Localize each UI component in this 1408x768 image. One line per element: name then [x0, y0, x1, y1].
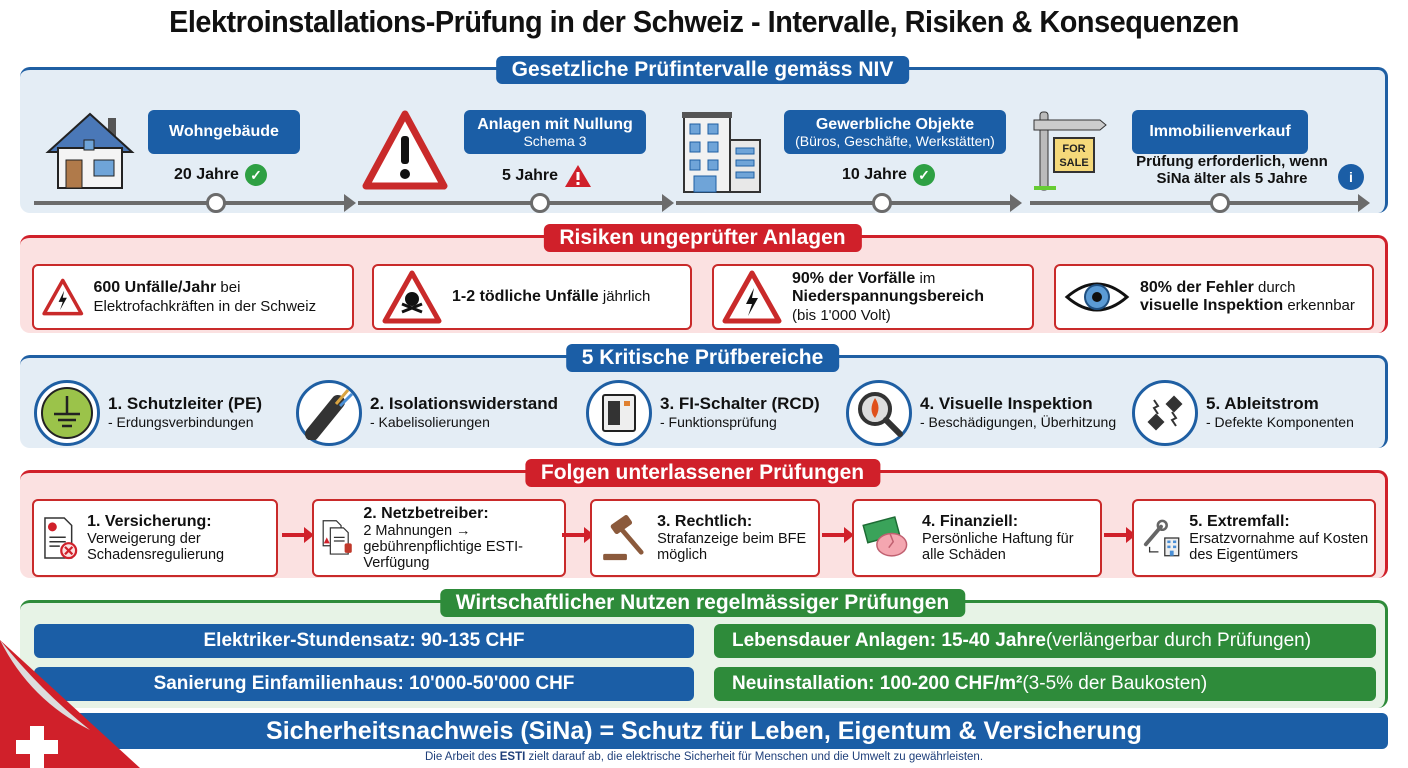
magnifier-fire-icon — [846, 380, 912, 446]
risk-card: 1-2 tödliche Unfälle jährlich — [372, 264, 692, 330]
interval-label: Gewerbliche Objekte (Büros, Geschäfte, Werkstätten) — [784, 110, 1006, 154]
gavel-icon — [600, 508, 649, 568]
consequences-title: Folgen unterlassener Prüfungen — [525, 459, 880, 487]
consequence-card: 1. Versicherung: Verweigerung der Schadensregulierung — [32, 499, 278, 577]
risks-title: Risiken ungeprüfter Anlagen — [543, 224, 861, 252]
check-icon: ✓ — [913, 164, 935, 186]
risk-card: 600 Unfälle/Jahr bei Elektrofachkräften in der Schweiz — [32, 264, 354, 330]
intervals-title: Gesetzliche Prüfintervalle gemäss NIV — [496, 56, 910, 84]
risks-panel — [20, 226, 1388, 333]
timeline-segment — [676, 201, 1016, 205]
documents-stamp-icon — [322, 507, 355, 569]
office-building-icon — [680, 110, 764, 194]
warning-icon — [564, 164, 592, 188]
timeline-segment — [34, 201, 350, 205]
interval-commercial — [680, 110, 1010, 200]
timeline-segment — [358, 201, 668, 205]
consequence-card: 5. Extremfall: Ersatzvornahme auf Kosten des Eigentümers — [1132, 499, 1376, 577]
interval-residential — [44, 110, 354, 200]
critical-item: 4. Visuelle Inspektion - Beschädigungen, Überhitzung — [846, 380, 1116, 446]
consequence-card: 3. Rechtlich: Strafanzeige beim BFE möglich — [590, 499, 820, 577]
consequences-panel — [20, 461, 1388, 578]
page-title: Elektroinstallations-Prüfung in der Schweiz - Intervalle, Risiken & Konsequenzen — [169, 4, 1239, 39]
arrow-right-icon — [562, 533, 588, 537]
consequence-card: 2. Netzbetreiber: 2 Mahnungen → gebührenpflichtige ESTI-Verfügung — [312, 499, 566, 577]
benefits-title: Wirtschaftlicher Nutzen regelmässiger Prüfungen — [440, 589, 965, 617]
interval-value: 5 Jahre — [502, 164, 592, 188]
risk-card: 80% der Fehler durch visuelle Inspektion erkennbar — [1054, 264, 1374, 330]
insurance-denied-icon — [42, 509, 79, 567]
interval-sale — [1032, 110, 1372, 200]
skull-danger-icon — [382, 270, 442, 324]
arrow-right-icon — [1104, 533, 1130, 537]
arrow-icon — [344, 194, 356, 212]
interval-label: Wohngebäude — [148, 110, 300, 154]
critical-item: 1. Schutzleiter (PE) - Erdungsverbindungen — [34, 380, 262, 446]
warning-triangle-icon — [362, 110, 448, 190]
rcd-switch-icon — [586, 380, 652, 446]
timeline-dot — [206, 193, 226, 213]
check-icon: ✓ — [245, 164, 267, 186]
risk-card: 90% der Vorfälle im Niederspannungsbereich (bis 1'000 Volt) — [712, 264, 1034, 330]
arrow-right-icon — [822, 533, 848, 537]
consequence-card: 4. Finanziell: Persönliche Haftung für alle Schäden — [852, 499, 1102, 577]
critical-title: 5 Kritische Prüfbereiche — [566, 344, 840, 372]
house-icon — [44, 110, 136, 192]
unplugged-icon — [1132, 380, 1198, 446]
footer-note: Die Arbeit des ESTI zielt darauf ab, die elektrische Sicherheit für Menschen und die Umwelt zu gewährleisten. — [424, 751, 984, 763]
renovation-cost-bar: Sanierung Einfamilienhaus: 10'000-50'000 CHF — [34, 667, 694, 701]
eye-icon — [1064, 277, 1130, 317]
critical-item: 3. FI-Schalter (RCD) - Funktionsprüfung — [586, 380, 820, 446]
sina-banner: Sicherheitsnachweis (SiNa) = Schutz für Leben, Eigentum & Versicherung — [20, 713, 1388, 749]
high-voltage-icon — [722, 270, 782, 324]
critical-item: 5. Ableitstrom - Defekte Komponenten — [1132, 380, 1354, 446]
critical-item: 2. Isolationswiderstand - Kabelisolierungen — [296, 380, 558, 446]
interval-value: Prüfung erforderlich, wenn SiNa älter als 5 Jahre — [1136, 153, 1328, 187]
arrow-right-icon — [282, 533, 308, 537]
swiss-flag-icon — [0, 640, 140, 768]
ground-icon — [34, 380, 100, 446]
svg-text:FOR: FOR — [1062, 143, 1086, 155]
lifetime-bar: Lebensdauer Anlagen: 15-40 Jahre (verlängerbar durch Prüfungen) — [714, 624, 1376, 658]
interval-label: Anlagen mit Nullung Schema 3 — [464, 110, 646, 154]
svg-text:SALE: SALE — [1059, 157, 1089, 169]
hourly-rate-bar: Elektriker-Stundensatz: 90-135 CHF — [34, 624, 694, 658]
interval-value: 10 Jahre ✓ — [842, 164, 935, 186]
timeline-segment — [1030, 201, 1364, 205]
for-sale-sign-icon — [1032, 110, 1112, 194]
wrench-building-icon — [1142, 508, 1181, 568]
interval-label: Immobilienverkauf — [1132, 110, 1308, 154]
info-icon: i — [1338, 164, 1364, 190]
money-piggybank-icon — [862, 509, 914, 567]
new-installation-bar: Neuinstallation: 100-200 CHF/m² (3-5% der Baukosten) — [714, 667, 1376, 701]
high-voltage-icon — [42, 270, 84, 324]
critical-areas-panel — [20, 346, 1388, 448]
interval-nullung — [362, 110, 672, 200]
interval-value: 20 Jahre ✓ — [174, 164, 267, 186]
intervals-panel — [20, 58, 1388, 213]
cable-icon — [296, 380, 362, 446]
